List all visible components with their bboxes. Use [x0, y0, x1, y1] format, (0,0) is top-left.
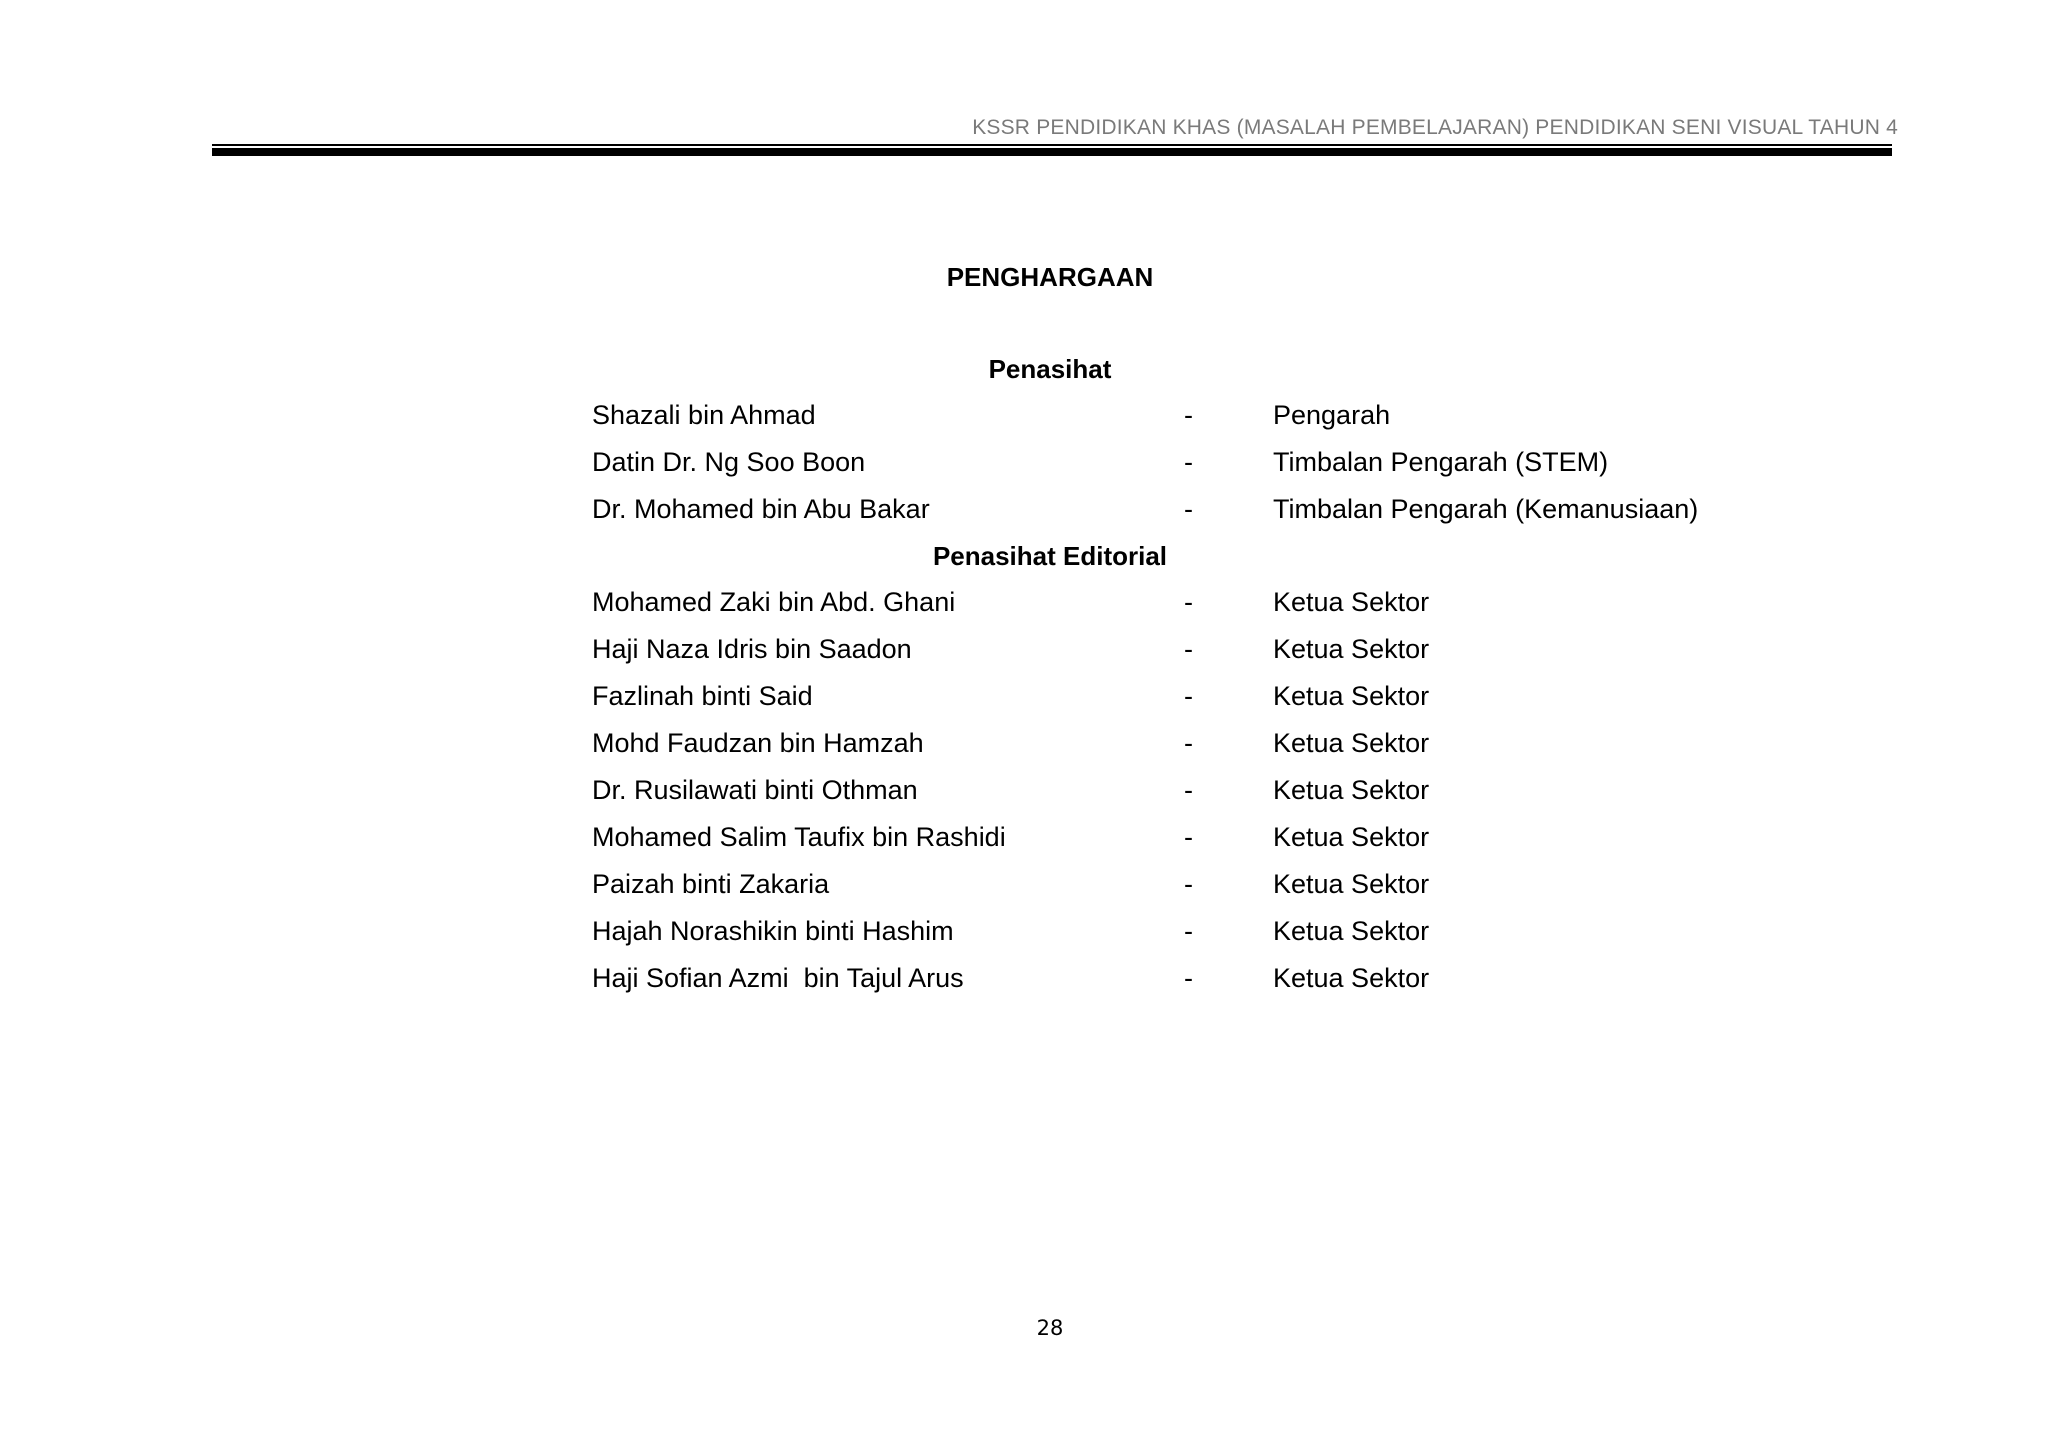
separator-dash: - — [1184, 869, 1193, 899]
separator-dash: - — [1184, 775, 1193, 805]
acknowledgement-row — [592, 916, 1792, 956]
acknowledgement-row — [592, 869, 1792, 909]
person-name: Fazlinah binti Said — [592, 681, 813, 711]
page-title: PENGHARGAAN — [946, 262, 1154, 292]
person-name: Haji Naza Idris bin Saadon — [592, 634, 912, 664]
section-heading-penasihat-editorial: Penasihat Editorial — [932, 541, 1168, 571]
person-role: Ketua Sektor — [1273, 963, 1430, 993]
person-role: Timbalan Pengarah (Kemanusiaan) — [1273, 494, 1699, 524]
person-name: Mohamed Salim Taufix bin Rashidi — [592, 822, 1006, 852]
separator-dash: - — [1184, 447, 1193, 477]
separator-dash: - — [1184, 728, 1193, 758]
separator-dash: - — [1184, 634, 1193, 664]
person-name: Mohamed Zaki bin Abd. Ghani — [592, 587, 956, 617]
page-number: 28 — [1036, 1316, 1064, 1340]
acknowledgement-row — [592, 681, 1792, 721]
person-name: Haji Sofian Azmi bin Tajul Arus — [592, 963, 964, 993]
acknowledgement-row — [592, 587, 1792, 627]
acknowledgement-row — [592, 494, 1792, 534]
person-role: Pengarah — [1273, 400, 1391, 430]
separator-dash: - — [1184, 494, 1193, 524]
person-role: Ketua Sektor — [1273, 869, 1430, 899]
person-role: Ketua Sektor — [1273, 728, 1430, 758]
person-name: Dr. Rusilawati binti Othman — [592, 775, 918, 805]
acknowledgement-row — [592, 447, 1792, 487]
acknowledgement-row — [592, 963, 1792, 1003]
acknowledgement-row — [592, 634, 1792, 674]
header-rule-thin — [212, 144, 1892, 146]
acknowledgement-row — [592, 822, 1792, 862]
acknowledgement-row — [592, 728, 1792, 768]
separator-dash: - — [1184, 822, 1193, 852]
running-header: KSSR PENDIDIKAN KHAS (MASALAH PEMBELAJARAN) PENDIDIKAN SENI VISUAL TAHUN 4 — [972, 116, 1898, 139]
person-role: Ketua Sektor — [1273, 634, 1430, 664]
separator-dash: - — [1184, 400, 1193, 430]
person-role: Ketua Sektor — [1273, 822, 1430, 852]
header-rule-thick — [212, 148, 1892, 156]
person-role: Ketua Sektor — [1273, 916, 1430, 946]
person-name: Paizah binti Zakaria — [592, 869, 830, 899]
person-role: Ketua Sektor — [1273, 587, 1430, 617]
acknowledgement-row — [592, 775, 1792, 815]
person-name: Shazali bin Ahmad — [592, 400, 816, 430]
person-name: Datin Dr. Ng Soo Boon — [592, 447, 866, 477]
separator-dash: - — [1184, 916, 1193, 946]
person-name: Hajah Norashikin binti Hashim — [592, 916, 954, 946]
section-heading-penasihat: Penasihat — [988, 354, 1112, 384]
separator-dash: - — [1184, 681, 1193, 711]
acknowledgement-row — [592, 400, 1792, 440]
separator-dash: - — [1184, 587, 1193, 617]
person-role: Ketua Sektor — [1273, 775, 1430, 805]
person-name: Dr. Mohamed bin Abu Bakar — [592, 494, 930, 524]
separator-dash: - — [1184, 963, 1193, 993]
person-name: Mohd Faudzan bin Hamzah — [592, 728, 924, 758]
person-role: Ketua Sektor — [1273, 681, 1430, 711]
person-role: Timbalan Pengarah (STEM) — [1273, 447, 1609, 477]
